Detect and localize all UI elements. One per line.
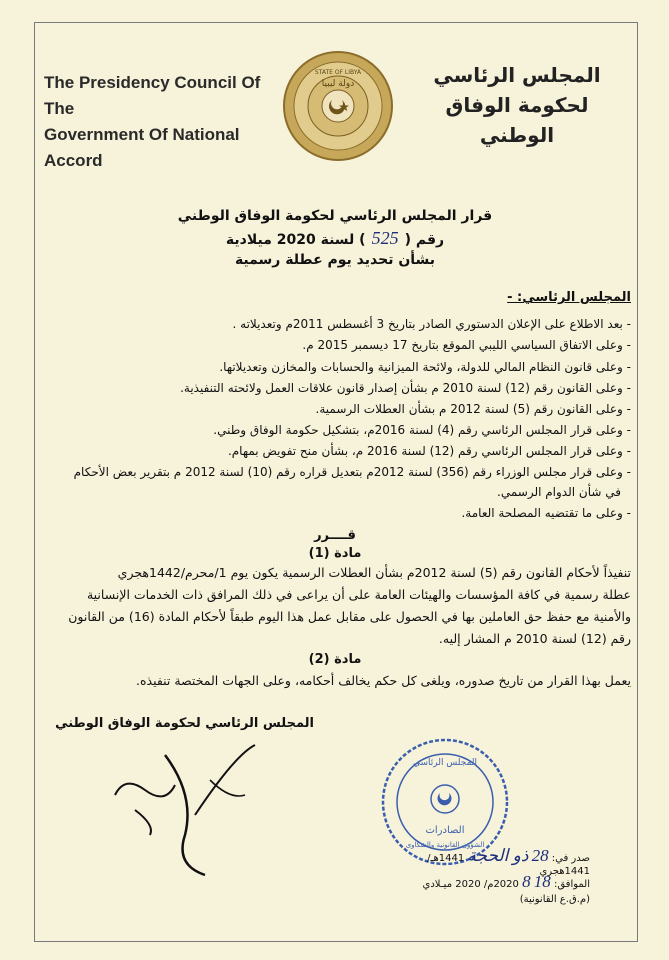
- issued-year: 1441هـ/ 1441هجري: [427, 853, 590, 877]
- clause-item: - وعلى قرار المجلس الرئاسي رقم (4) لسنة 2016م، بتشكيل حكومة الوفاق وطني.: [213, 423, 631, 437]
- header-arabic: [417, 60, 617, 150]
- clause-item: - وعلى قانون النظام المالي للدولة، ولائحة الميزانية والحسابات والمخازن وتعديلاتها.: [219, 360, 631, 374]
- header-english: [44, 70, 294, 174]
- stamp-top-text: المجلس الرئاسي: [412, 758, 478, 768]
- decision-label: قــــرر: [314, 528, 356, 543]
- clause-item: - وعلى قرار مجلس الوزراء رقم (356) لسنة 2012م بتعديل قراره رقم (10) لسنة 2012 م بتقرير بعض الأحكام: [73, 465, 631, 479]
- header-ar-line2: لحكومة الوفاق الوطني: [445, 93, 589, 147]
- signer-title: المجلس الرئاسي لحكومة الوفاق الوطني: [55, 716, 314, 731]
- article1-heading: مادة (1): [308, 546, 362, 561]
- corr-year: 2020م/ 2020 ميـلادي: [422, 879, 519, 890]
- issued-month: ذو الحجة: [467, 846, 529, 865]
- clause-item: - وعلى القانون رقم (12) لسنة 2010 م بشأن إصدار قانون علاقات العمل ولائحته التنفيذية.: [180, 381, 631, 395]
- state-emblem-seal: [282, 50, 394, 162]
- issued-day: 28: [531, 846, 549, 865]
- department-ref: (م.ق.ع القانونية): [519, 894, 590, 905]
- decision-title: قرار المجلس الرئاسي لحكومة الوفاق الوطني: [177, 208, 493, 224]
- council-heading: المجلس الرئاسي: -: [507, 290, 631, 305]
- handwritten-signature: [95, 735, 265, 885]
- clause-item: - بعد الاطلاع على الإعلان الدستوري الصادر بتاريخ 3 أغسطس 2011م وتعديلاته .: [232, 317, 631, 331]
- number-prefix: رقم (: [404, 232, 445, 248]
- clause-item: - وعلى الاتفاق السياسي الليبي الموقع بتاريخ 17 ديسمبر 2015 م.: [302, 338, 631, 352]
- stamp-mid-text: الصادرات: [425, 825, 465, 836]
- article1-line: رقم (12) لسنة 2010 م المشار إليه.: [438, 631, 631, 646]
- corr-label: الموافق:: [553, 879, 590, 890]
- header-ar-line1: المجلس الرئاسي: [433, 63, 601, 87]
- corresponding-date-line: [380, 872, 590, 892]
- header-en-line1: The Presidency Council Of The: [44, 73, 261, 118]
- number-suffix: ) لسنة 2020 ميلادية: [225, 232, 366, 248]
- clause-item-continuation: في شأن الدوام الرسمي.: [497, 485, 621, 499]
- emblem-ar-text: دولة ليبيا: [321, 79, 355, 89]
- article1-line: عطلة رسمية في كافة المؤسسات والهيئات العامة على أن يراعى في ذلك المرافق ذات الخدمات الإنسانية: [86, 587, 631, 602]
- decision-number-line: [120, 227, 550, 251]
- article1-line: تنفيذاً لأحكام القانون رقم (5) لسنة 2012م بشأن العطلات الرسمية يكون يوم 1/محرم/1442هجري: [117, 565, 631, 580]
- clause-item: - وعلى قرار المجلس الرئاسي رقم (12) لسنة 2016 م، بشأن منح تفويض بمهام.: [227, 444, 631, 458]
- issued-label: صدر في:: [551, 853, 590, 864]
- corr-month: 8: [522, 872, 531, 891]
- decision-number: 525: [371, 228, 399, 248]
- stamp-bottom-text: الشؤون القانونية والشكاوى: [405, 841, 485, 849]
- article2-text: يعمل بهذا القرار من تاريخ صدوره، ويلغى كل حكم يخالف أحكامه، وعلى الجهات المختصة تنفيذه.: [135, 673, 631, 688]
- article1-line: والأمنية مع حفظ حق العاملين بها في الحصول على مقابل عمل هذا اليوم طبقاً لأحكام المادة (16) من القانون: [68, 609, 631, 624]
- decision-subject: بشأن تحديد يوم عطلة رسمية: [234, 252, 436, 268]
- header-en-line2: Government Of National Accord: [44, 125, 240, 170]
- article2-heading: مادة (2): [308, 652, 362, 667]
- corr-day: 18: [533, 872, 551, 891]
- emblem-en-text: STATE OF LIBYA: [314, 69, 362, 76]
- clause-item: - وعلى القانون رقم (5) لسنة 2012 م بشأن العطلات الرسمية.: [315, 402, 631, 416]
- clause-item: - وعلى ما تقتضيه المصلحة العامة.: [461, 506, 631, 520]
